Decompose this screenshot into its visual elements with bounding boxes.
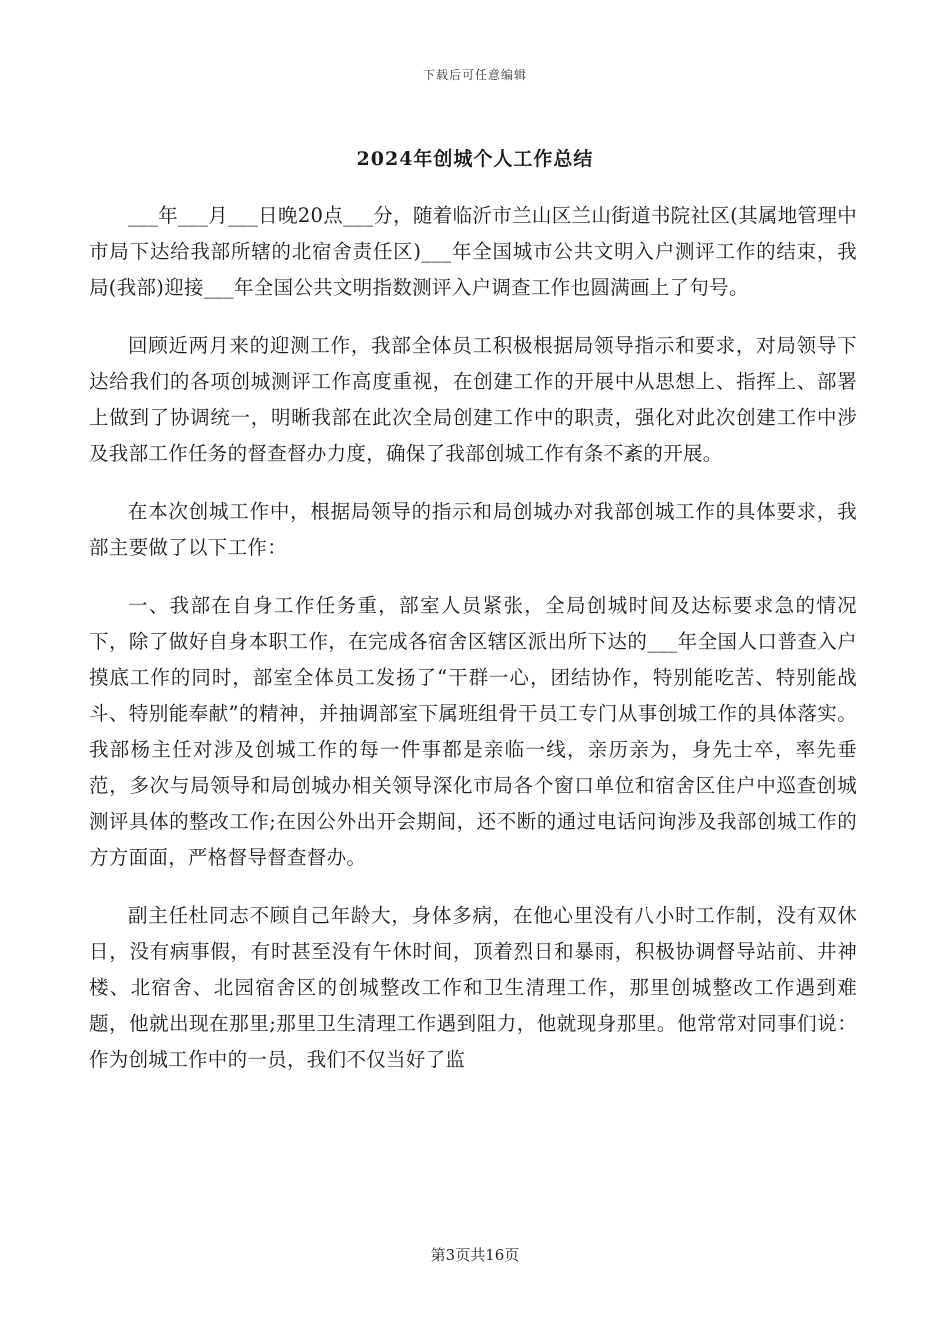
paragraph-5: 副主任杜同志不顾自己年龄大，身体多病，在他心里没有八小时工作制，没有双休日，没有病事假，有时甚至没有午休时间，顶着烈日和暴雨，积极协调督导站前、井神楼、北宿舍、北园宿舍区的创城整改工作和卫生清理工作，那里创城整改工作遇到难题，他就出现在那里;那里卫生清理工作遇到阻力，他就现身那里。他常常对同事们说：作为创城工作中的一员，我们不仅当好了监 — [89, 904, 857, 1071]
header-note: 下载后可任意编辑 — [422, 68, 527, 82]
page-footer: 第3页共16页 — [430, 1246, 520, 1264]
paragraph-3: 在本次创城工作中，根据局领导的指示和局创城办对我部创城工作的具体要求，我部主要做了以下工作： — [89, 500, 857, 559]
paragraph-1: ___年___月___日晚20点___分，随着临沂市兰山区兰山街道书院社区(其属地管理中市局下达给我部所辖的北宿舍责任区)___年全国城市公共文明入户测评工作的结束，我局(我部)迎接___年全国公共文明指数测评入户调查工作也圆满画上了句号。 — [89, 204, 857, 299]
paragraph-2: 回顾近两月来的迎测工作，我部全体员工积极根据局领导指示和要求，对局领导下达给我们的各项创城测评工作高度重视，在创建工作的开展中从思想上、指挥上、部署上做到了协调统一，明晰我部在此次全局创建工作中的职责，强化对此次创建工作中涉及我部工作任务的督查督办力度，确保了我部创城工作有条不紊的开展。 — [89, 334, 857, 465]
document-body — [89, 198, 857, 1100]
paragraph-4: 一、我部在自身工作任务重，部室人员紧张，全局创城时间及达标要求急的情况下，除了做好自身本职工作，在完成各宿舍区辖区派出所下达的___年全国人口普查入户摸底工作的同时，部室全体员工发扬了“干群一心，团结协作，特别能吃苦、特别能战斗、特别能奉献”的精神，并抽调部室下属班组骨干员工专门从事创城工作的具体落实。我部杨主任对涉及创城工作的每一件事都是亲临一线，亲历亲为，身先士卒，率先垂范，多次与局领导和局创城办相关领导深化市局各个窗口单位和宿舍区住户中巡查创城测评具体的整改工作;在因公外出开会期间，还不断的通过电话问询涉及我部创城工作的方方面面，严格督导督查督办。 — [89, 594, 857, 869]
document-title: 2024年创城个人工作总结 — [356, 148, 594, 170]
